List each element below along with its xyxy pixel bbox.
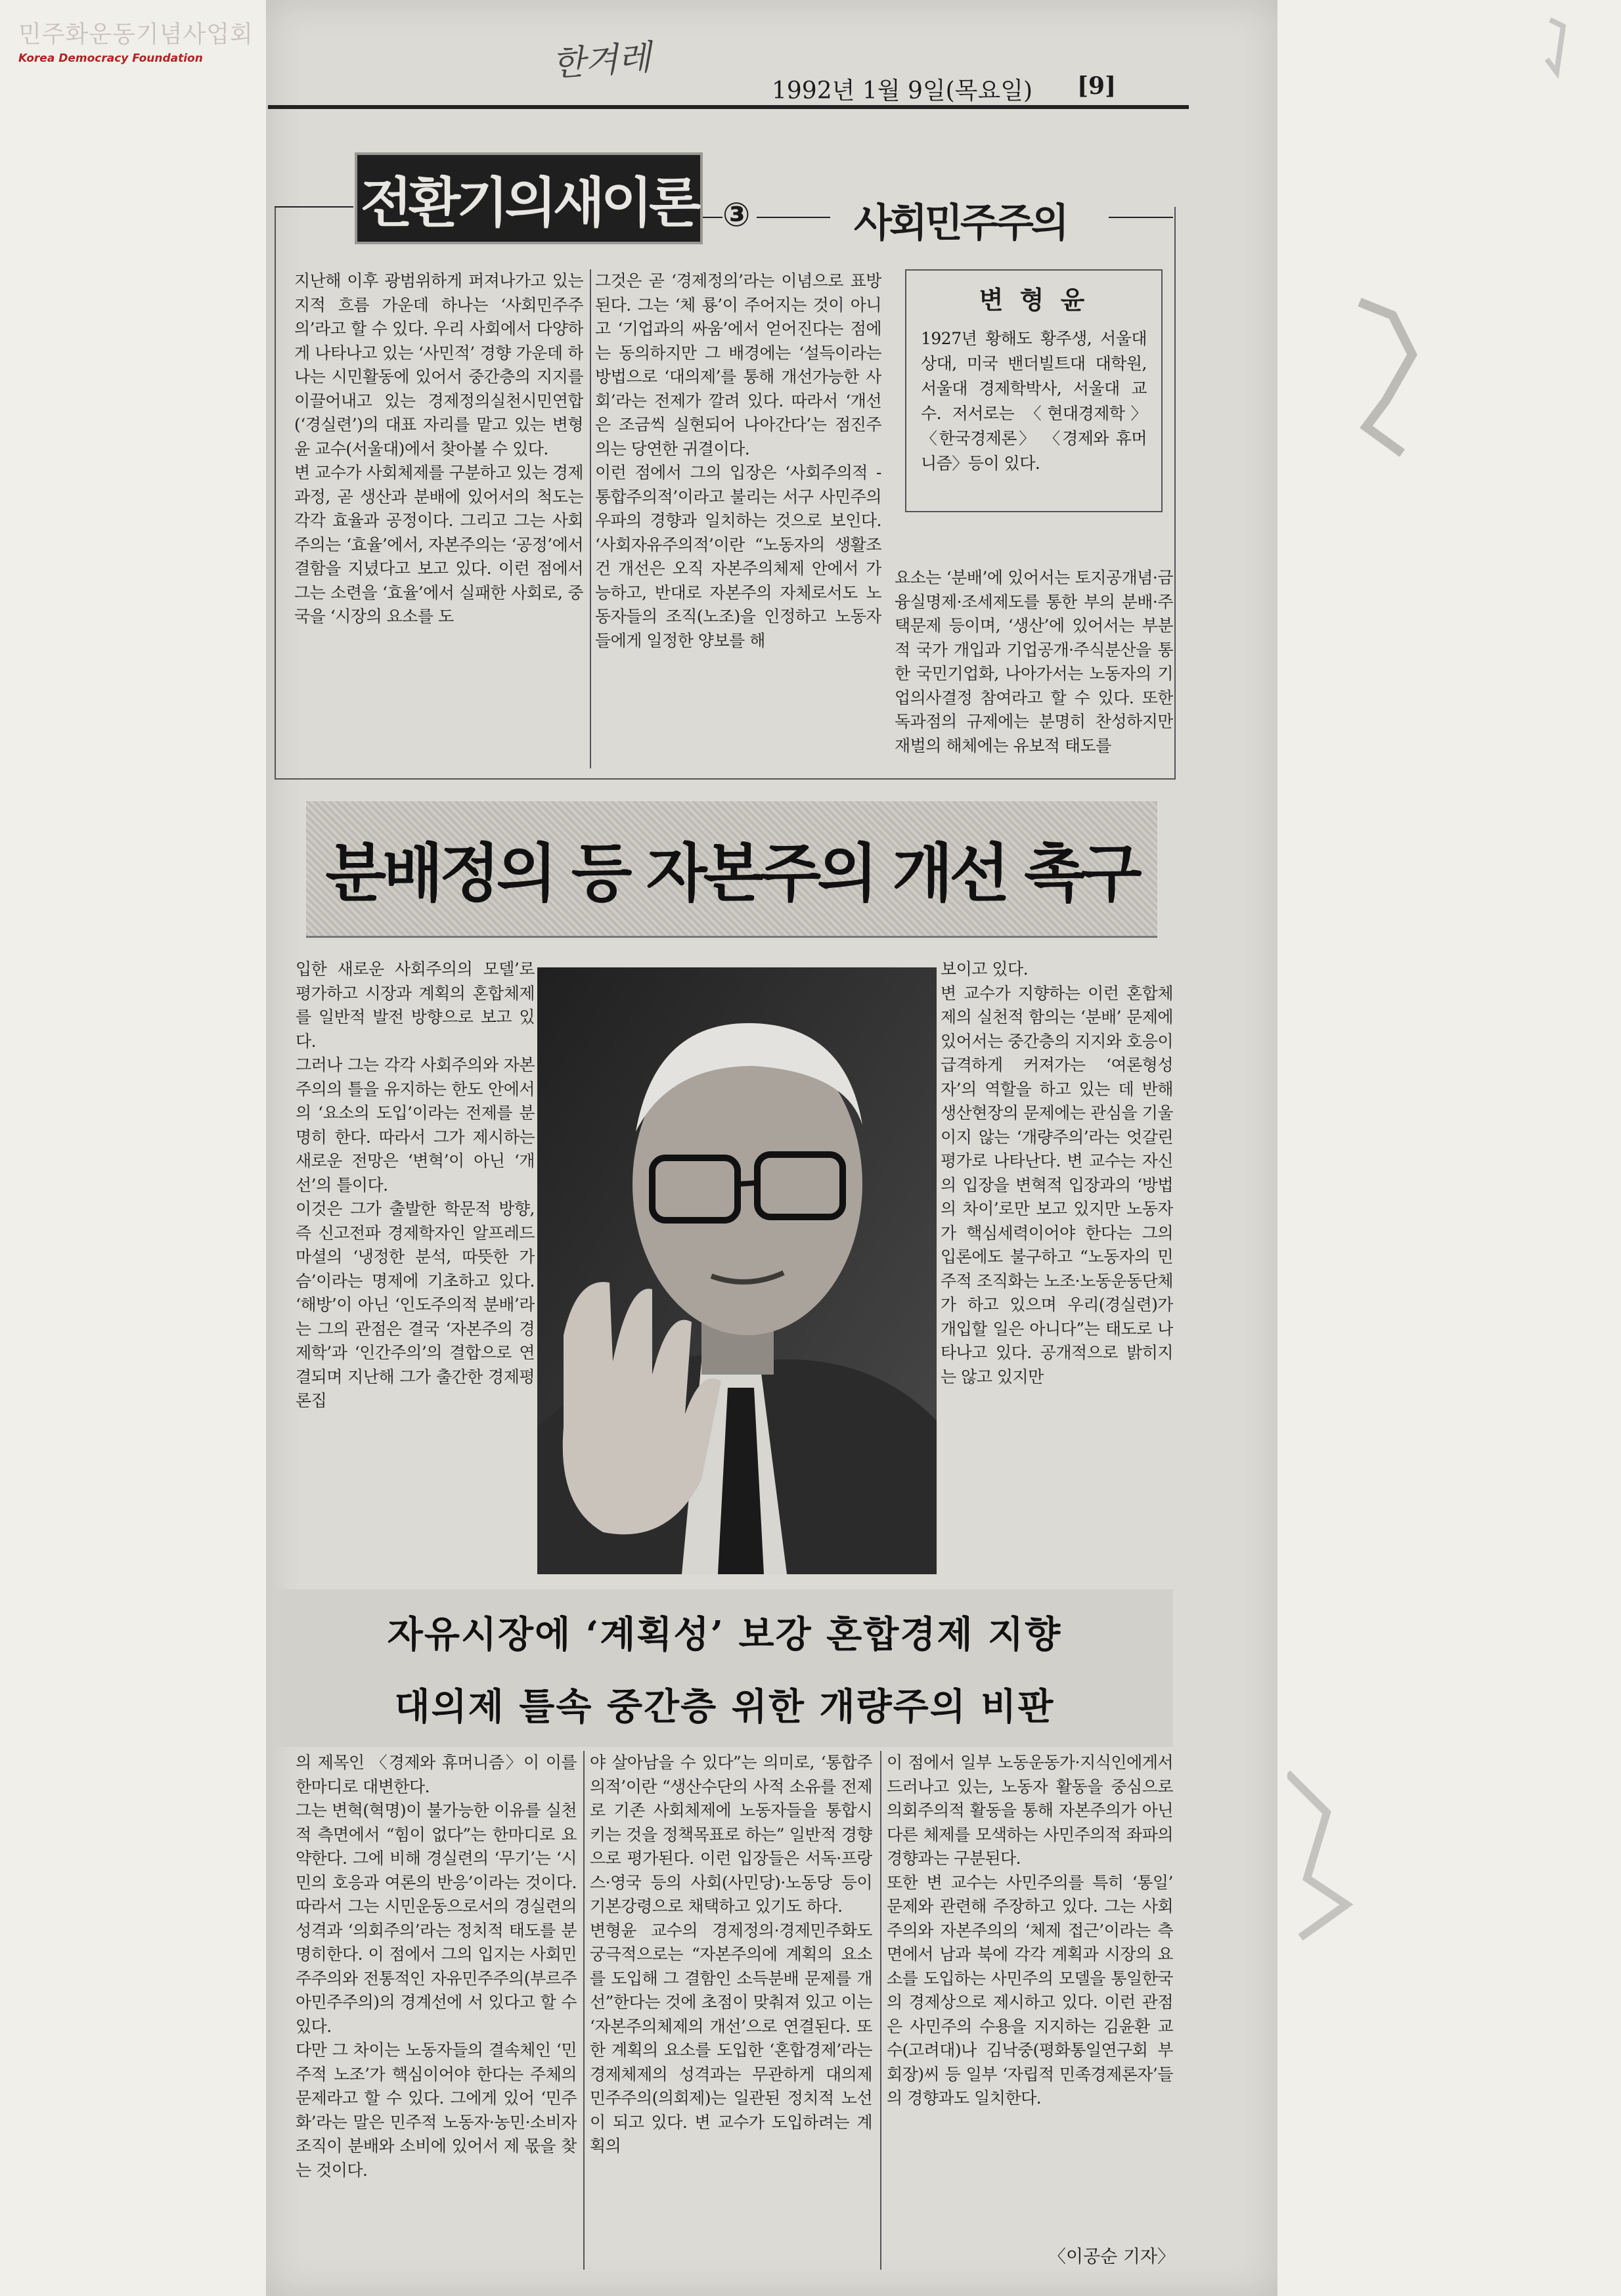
column-divider-bottom-2 [880, 1751, 881, 2270]
article-column-middle-2: 보이고 있다. 변 교수가 지향하는 이런 혼합체제의 실천적 함의는 ‘분배’ 문제에 있어서는 중간층의 지지와 호응이 급격하게 커져가는 ‘여론형성자’의 역할을 하고 있는 데 반해 생산현장의 문제에는 관심을 기울이지 않는 ‘개량주의’라는 엇갈린 평가로 나타난다. 변 교수는 자신의 입장을 변혁적 입장과의 ‘방법의 차이’로만 보고 있지만 노동자가 핵심세력이어야 한다는 그의 입론에도 불구하고 “노동자의 민주적 조직화는 노조·노동운동단체가 하고 있으며 우리(경실련)가 개입할 일은 아니다”는 태도로 나타나고 있다. 공개적으로 밝히지는 않고 있지만 [941, 960, 1173, 1386]
profile-name: 변 형 윤 [979, 285, 1089, 315]
column-divider [590, 269, 591, 768]
sub-headline-2: 대의제 틀속 중간층 위한 개량주의 비판 [394, 1685, 1055, 1729]
series-topic: 사회민주주의 [854, 200, 1067, 246]
foundation-logo [18, 16, 254, 68]
handwritten-newspaper-name: 한겨레 [550, 37, 652, 85]
tape-marks [1287, 0, 1621, 2296]
article-column-middle-1: 입한 새로운 사회주의의 모델’로 평가하고 시장과 계획의 혼합체제를 일반적 발전 방향으로 보고 있다. 그러나 그는 각각 사회주의와 자본주의의 틀을 유지하는 한도 안에서의 ‘요소의 도입’이라는 전제를 분명히 한다. 따라서 그가 제시하는 새로운 전망은 ‘변혁’이 아닌 ‘개선’의 틀이다. 이것은 그가 출발한 학문적 방향, 즉 신고전파 경제학자인 알프레드 마셜의 ‘냉정한 분석, 따뜻한 가슴’이라는 명제에 기초하고 있다. ‘해방’이 아닌 ‘인도주의적 분배’라는 그의 관점은 결국 ‘자본주의 경제학’과 ‘인간주의’의 결합으로 연결되며 지난해 그가 출간한 경제평론집 [296, 960, 535, 1410]
page-number: [9] [1077, 72, 1117, 100]
series-rule-mid-2 [757, 217, 830, 218]
main-headline-box [306, 801, 1157, 938]
column-divider-bottom-1 [583, 1751, 585, 2270]
sub-headline-1: 자유시장에 ‘계획성’ 보강 혼합경제 지향 [387, 1613, 1062, 1656]
article-column-top-2: 그것은 곧 ‘경제정의’라는 이념으로 표방된다. 그는 ‘체 룡’이 주어지는 것이 아니고 ‘기업과의 싸움’에서 얻어진다는 점에는 동의하지만 그 배경에는 ‘설득이라는 방법으로 ‘대의제’를 통해 개선가능한 사회’라는 전제가 깔려 있다. 따라서 ‘개선은 조금씩 실현되어 나아간다’는 점진주의는 당연한 귀결이다. 이런 점에서 그의 입장은 ‘사회주의적 - 통합주의적’이라고 불리는 서구 사민주의 우파의 경향과 일치하는 것으로 보인다. ‘사회자유주의적’이란 “노동자의 생활조건 개선은 오직 자본주의체제 안에서 가능하고, 반대로 자본주의 자체로서도 노동자들의 조직(노조)을 인정하고 노동자들에게 일정한 양보를 해 [595, 271, 881, 650]
masthead-rule [268, 105, 1189, 109]
profile-box [905, 269, 1163, 512]
portrait-photo [537, 967, 937, 1574]
profile-bio: 1927년 황해도 황주생, 서울대 상대, 미국 밴더빌트대 대학원, 서울대 경제학박사, 서울대 교수. 저서로는 〈현대경제학〉 〈한국경제론〉 〈경제와 휴머니즘〉등이 있다. [921, 329, 1147, 473]
issue-date: 1992년 1월 9일(목요일) [772, 77, 1033, 104]
logo-korean-text: 민주화운동기념사업회 [18, 21, 254, 48]
series-rule-right [1109, 217, 1173, 218]
series-title-box [355, 152, 703, 244]
article-column-top-1: 지난해 이후 광범위하게 퍼져나가고 있는 지적 흐름 가운데 하나는 ‘사회민주주의’라고 할 수 있다. 우리 사회에서 다양하게 나타나고 있는 ‘사민적’ 경향 가운데 하나는 시민활동에 있어서 중간층의 지지를 이끌어내고 있는 경제정의실천시민연합(‘경실련’)의 대표 자리를 맡고 있는 변형윤 교수(서울대)에서 찾아볼 수 있다. 변 교수가 사회체제를 구분하고 있는 경제과정, 곧 생산과 분배에 있어서의 척도는 각각 효율과 공정이다. 그리고 그는 사회주의는 ‘효율’에서, 자본주의는 ‘공정’에서 결함을 지녔다고 보고 있다. 이런 점에서 그는 소련을 ‘효율’에서 실패한 사회로, 중국을 ‘시장의 요소를 도 [294, 271, 583, 626]
logo-english-text: Korea Democracy Foundation [18, 52, 203, 65]
article-column-bottom-3: 이 점에서 일부 노동운동가·지식인에게서 드러나고 있는, 노동자 활동을 중심으로 의회주의적 활동을 통해 자본주의가 아닌 다른 체제를 모색하는 사민주의적 좌파의 경향과는 구분된다. 또한 변 교수는 사민주의를 특히 ‘통일’ 문제와 관련해 주장하고 있다. 그는 사회주의와 자본주의의 ‘체제 접근’이라는 측면에서 남과 북에 각각 계획과 시장의 요소를 도입하는 사민주의 모델을 통일한국의 경제상으로 제시하고 있다. 이런 관점은 사민주의 수용을 지지하는 김윤환 교수(고려대)나 김낙중(평화통일연구회 부회장)씨 등 일부 ‘자립적 민족경제론자’들의 경향과도 일치한다. [887, 1753, 1173, 2108]
series-title: 전환기의새이론 [360, 171, 698, 234]
series-rule-mid-1 [701, 217, 722, 218]
main-headline: 분배정의 등 자본주의 개선 촉구 [325, 837, 1138, 910]
article-column-top-3: 요소는 ‘분배’에 있어서는 토지공개념·금융실명제·조세제도를 통한 부의 분배·주택문제 등이며, ‘생산’에 있어서는 부분적 국가 개입과 기업공개·주식분산을 통한 국민기업화, 나아가서는 노동자의 기업의사결정 참여라고 할 수 있다. 또한 독과점의 규제에는 분명히 찬성하지만 재벌의 해체에는 유보적 태도를 [895, 568, 1173, 755]
byline: 〈이공순 기자〉 [1048, 2247, 1175, 2267]
article-column-bottom-2: 야 살아남을 수 있다”는 의미로, ‘통합주의적’이란 “생산수단의 사적 소유를 전제로 기존 사회체제에 노동자들을 통합시키는 것을 정책목표로 하는” 일반적 경향으로 평가된다. 이런 입장들은 서독·프랑스·영국 등의 사회(사민당)·노동당 등이 기본강령으로 채택하고 있기도 하다. 변형윤 교수의 경제정의·경제민주화도 궁극적으로는 “자본주의에 계획의 요소를 도입해 그 결함인 소득분배 문제를 개선”한다는 것에 초점이 맞춰져 있고 이는 ‘자본주의체제의 개선’으로 연결된다. 또한 계획의 요소를 도입한 ‘혼합경제’라는 경제체제의 성격과는 무관하게 대의제 민주주의(의회제)는 일관된 정치적 노선이 되고 있다. 변 교수가 도입하려는 계획의 [590, 1753, 872, 2155]
article-column-bottom-1: 의 제목인 〈경제와 휴머니즘〉이 이를 한마디로 대변한다. 그는 변혁(혁명)이 불가능한 이유를 실천적 측면에서 “힘이 없다”는 한마디로 요약한다. 그에 비해 경실련의 ‘무기’는 ‘시민의 호응과 여론의 반응’이라는 것이다. 따라서 그는 시민운동으로서의 경실련의 성격과 ‘의회주의’라는 정치적 태도를 분명히한다. 이 점에서 그의 입지는 사회민주주의와 전통적인 자유민주주의(부르주아민주주의)의 경계선에 서 있다고 할 수 있다. 다만 그 차이는 노동자들의 결속체인 ‘민주적 노조’가 핵심이어야 한다는 주체의 문제라고 할 수 있다. 그에게 있어 ‘민주화’라는 말은 민주적 노동자·농민·소비자 조직이 분배와 소비에 있어서 제 몫을 찾는 것이다. [296, 1753, 577, 2180]
series-number: ③ [722, 196, 751, 234]
series-rule-left [275, 206, 353, 208]
portrait-photo-image [537, 967, 937, 1574]
